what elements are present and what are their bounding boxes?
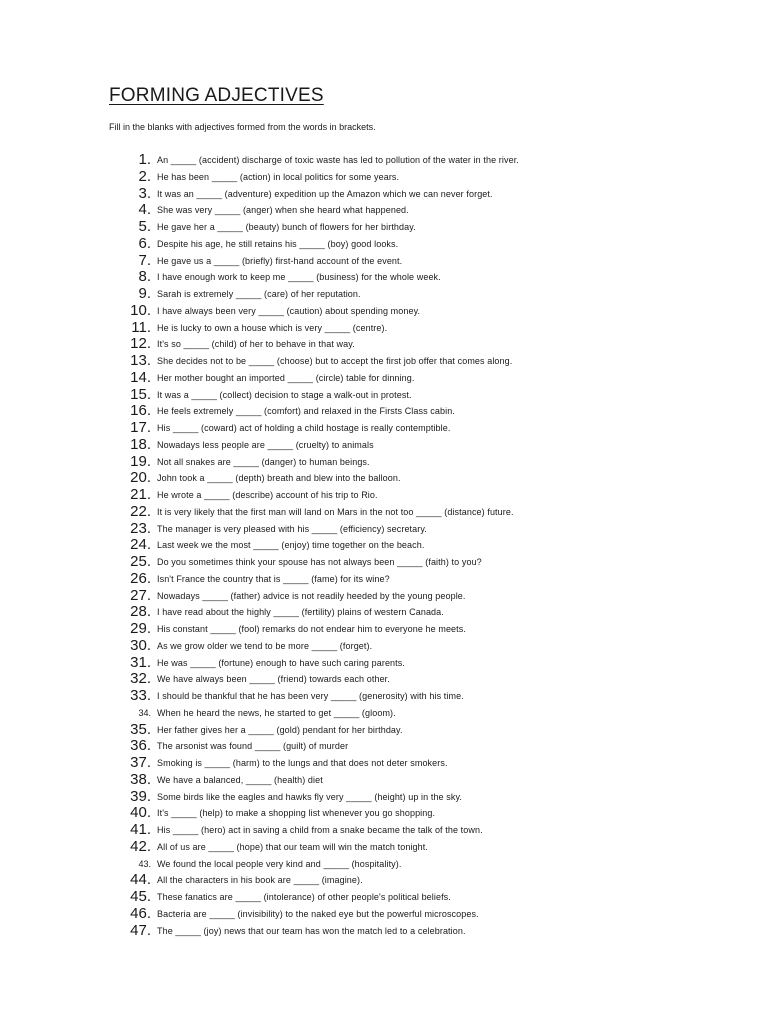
list-item [0, 804, 768, 821]
list-item [0, 888, 768, 905]
list-item [0, 185, 768, 202]
item-number: 35. [130, 720, 151, 738]
item-sentence: The manager is very pleased with his _____ (efficiency) secretary. [157, 523, 427, 534]
item-sentence: I should be thankful that he has been very _____ (generosity) with his time. [157, 691, 464, 701]
item-sentence: An _____ (accident) discharge of toxic waste has led to pollution of the water in the river. [157, 155, 519, 165]
item-number: 41. [130, 821, 151, 838]
list-item [0, 486, 768, 503]
list-item [0, 737, 768, 754]
item-sentence: She was very _____ (anger) when she heard what happened. [157, 205, 409, 216]
item-sentence: His _____ (coward) act of holding a child hostage is really contemptible. [157, 423, 451, 433]
item-number: 24. [130, 536, 151, 554]
item-sentence: These fanatics are _____ (intolerance) of other people's political beliefs. [157, 892, 451, 902]
item-number: 8. [138, 268, 151, 286]
list-item [0, 453, 768, 470]
item-number: 4. [138, 201, 151, 219]
list-item [0, 687, 768, 704]
item-number: 40. [130, 804, 151, 822]
list-item [0, 871, 768, 888]
item-sentence: All the characters in his book are _____ (imagine). [157, 875, 363, 886]
item-sentence: We found the local people very kind and _____ (hospitality). [157, 858, 402, 869]
item-number: 21. [130, 486, 151, 503]
item-sentence: His _____ (hero) act in saving a child from a snake became the talk of the town. [157, 825, 483, 835]
list-item [0, 369, 768, 386]
list-item [0, 352, 768, 369]
item-sentence: Sarah is extremely _____ (care) of her reputation. [157, 289, 361, 299]
list-item [0, 503, 768, 520]
item-sentence: He is lucky to own a house which is very _____ (centre). [157, 322, 388, 333]
item-sentence: I have always been very _____ (caution) about spending money. [157, 305, 421, 316]
item-sentence: It was a _____ (collect) decision to stage a walk-out in protest. [157, 389, 412, 400]
list-item [0, 754, 768, 771]
list-item [0, 319, 768, 336]
list-item [0, 570, 768, 587]
exercise-list [0, 151, 768, 938]
item-number: 42. [130, 837, 151, 855]
item-sentence: His constant _____ (fool) remarks do not endear him to everyone he meets. [157, 624, 466, 634]
item-number: 17. [130, 419, 151, 436]
list-item [0, 218, 768, 235]
list-item [0, 268, 768, 285]
item-number: 22. [130, 502, 151, 520]
item-number: 44. [130, 871, 151, 889]
item-number: 43. [138, 858, 151, 869]
list-item [0, 469, 768, 486]
item-sentence: He feels extremely _____ (comfort) and relaxed in the Firsts Class cabin. [157, 406, 455, 417]
item-number: 13. [130, 352, 151, 369]
item-number: 23. [130, 519, 151, 537]
item-number: 38. [130, 770, 151, 788]
item-sentence: He gave us a _____ (briefly) first-hand account of the event. [157, 255, 403, 266]
list-item [0, 235, 768, 252]
item-number: 29. [130, 620, 151, 637]
item-number: 36. [130, 737, 151, 755]
item-sentence: Do you sometimes think your spouse has not always been _____ (faith) to you? [157, 557, 482, 567]
item-sentence: Last week we the most _____ (enjoy) time together on the beach. [157, 540, 425, 551]
list-item [0, 771, 768, 788]
item-number: 34. [138, 707, 151, 718]
item-sentence: It is very likely that the first man will land on Mars in the not too _____ (distance) future. [157, 506, 514, 517]
item-number: 12. [130, 335, 151, 353]
list-item [0, 436, 768, 453]
list-item [0, 587, 768, 604]
item-number: 26. [130, 569, 151, 587]
list-item [0, 922, 768, 939]
item-sentence: Despite his age, he still retains his _____ (boy) good looks. [157, 238, 399, 249]
item-number: 11. [131, 318, 151, 336]
item-number: 30. [130, 636, 151, 654]
item-sentence: He has been _____ (action) in local politics for some years. [157, 171, 400, 182]
list-item [0, 553, 768, 570]
list-item [0, 855, 768, 872]
list-item [0, 520, 768, 537]
item-sentence: I have enough work to keep me _____ (business) for the whole week. [157, 272, 441, 283]
list-item [0, 670, 768, 687]
item-sentence: Some birds like the eagles and hawks fly very _____ (height) up in the sky. [157, 791, 462, 802]
item-sentence: Smoking is _____ (harm) to the lungs and that does not deter smokers. [157, 758, 448, 768]
item-number: 45. [130, 888, 151, 905]
item-number: 6. [138, 234, 151, 252]
instructions: Fill in the blanks with adjectives formed from the words in brackets. [109, 122, 376, 132]
item-sentence: He wrote a _____ (describe) account of his trip to Rio. [157, 490, 378, 500]
list-item [0, 654, 768, 671]
list-item [0, 302, 768, 319]
item-sentence: Bacteria are _____ (invisibility) to the naked eye but the powerful microscopes. [157, 908, 479, 919]
list-item [0, 620, 768, 637]
item-number: 20. [130, 469, 151, 487]
item-number: 37. [130, 754, 151, 771]
item-sentence: Her mother bought an imported _____ (circle) table for dinning. [157, 372, 415, 383]
item-sentence: It's so _____ (child) of her to behave in that way. [157, 339, 355, 350]
list-item [0, 402, 768, 419]
item-sentence: When he heard the news, he started to get _____ (gloom). [157, 707, 396, 718]
item-number: 10. [130, 301, 151, 319]
item-sentence: Nowadays _____ (father) advice is not readily heeded by the young people. [157, 590, 466, 601]
list-item [0, 151, 768, 168]
item-sentence: As we grow older we tend to be more _____ (forget). [157, 640, 373, 651]
item-number: 19. [130, 452, 151, 470]
item-number: 46. [130, 904, 151, 922]
item-number: 5. [138, 218, 151, 235]
item-number: 2. [138, 167, 151, 185]
item-number: 27. [130, 586, 151, 604]
list-item [0, 905, 768, 922]
list-item [0, 788, 768, 805]
item-sentence: It was an _____ (adventure) expedition up the Amazon which we can never forget. [157, 188, 493, 199]
item-number: 9. [138, 285, 151, 302]
list-item [0, 285, 768, 302]
list-item [0, 536, 768, 553]
item-sentence: John took a _____ (depth) breath and blew into the balloon. [157, 473, 401, 484]
item-number: 25. [130, 553, 151, 570]
item-number: 32. [130, 670, 151, 688]
list-item [0, 821, 768, 838]
item-number: 16. [130, 402, 151, 420]
page-title: FORMING ADJECTIVES [109, 85, 324, 106]
item-sentence: The _____ (joy) news that our team has won the match led to a celebration. [157, 925, 466, 936]
item-number: 7. [138, 251, 151, 269]
list-item [0, 419, 768, 436]
item-sentence: Not all snakes are _____ (danger) to human beings. [157, 456, 370, 467]
item-number: 39. [130, 787, 151, 805]
item-number: 31. [130, 653, 151, 671]
item-sentence: Isn't France the country that is _____ (fame) for its wine? [157, 573, 390, 584]
item-number: 3. [138, 184, 151, 202]
list-item [0, 386, 768, 403]
item-sentence: I have read about the highly _____ (fertility) plains of western Canada. [157, 607, 444, 618]
item-number: 14. [130, 368, 151, 386]
item-sentence: We have always been _____ (friend) towards each other. [157, 674, 390, 685]
list-item [0, 838, 768, 855]
item-number: 18. [130, 435, 151, 453]
item-number: 1. [138, 151, 151, 168]
list-item [0, 721, 768, 738]
item-sentence: Nowadays less people are _____ (cruelty) to animals [157, 439, 374, 450]
list-item [0, 201, 768, 218]
item-sentence: He was _____ (fortune) enough to have such caring parents. [157, 657, 405, 668]
item-sentence: Her father gives her a _____ (gold) pendant for her birthday. [157, 724, 403, 735]
item-number: 47. [130, 921, 151, 939]
item-number: 15. [130, 385, 151, 403]
item-sentence: She decides not to be _____ (choose) but to accept the first job offer that comes along. [157, 356, 513, 366]
list-item [0, 637, 768, 654]
item-number: 28. [130, 603, 151, 621]
item-sentence: He gave her a _____ (beauty) bunch of flowers for her birthday. [157, 222, 416, 232]
item-sentence: The arsonist was found _____ (guilt) of murder [157, 741, 349, 752]
item-number: 33. [130, 687, 151, 704]
item-sentence: It's _____ (help) to make a shopping list whenever you go shopping. [157, 808, 436, 819]
list-item [0, 603, 768, 620]
list-item [0, 168, 768, 185]
list-item [0, 335, 768, 352]
item-sentence: We have a balanced, _____ (health) diet [157, 774, 323, 785]
list-item [0, 252, 768, 269]
item-sentence: All of us are _____ (hope) that our team will win the match tonight. [157, 841, 428, 852]
list-item [0, 704, 768, 721]
